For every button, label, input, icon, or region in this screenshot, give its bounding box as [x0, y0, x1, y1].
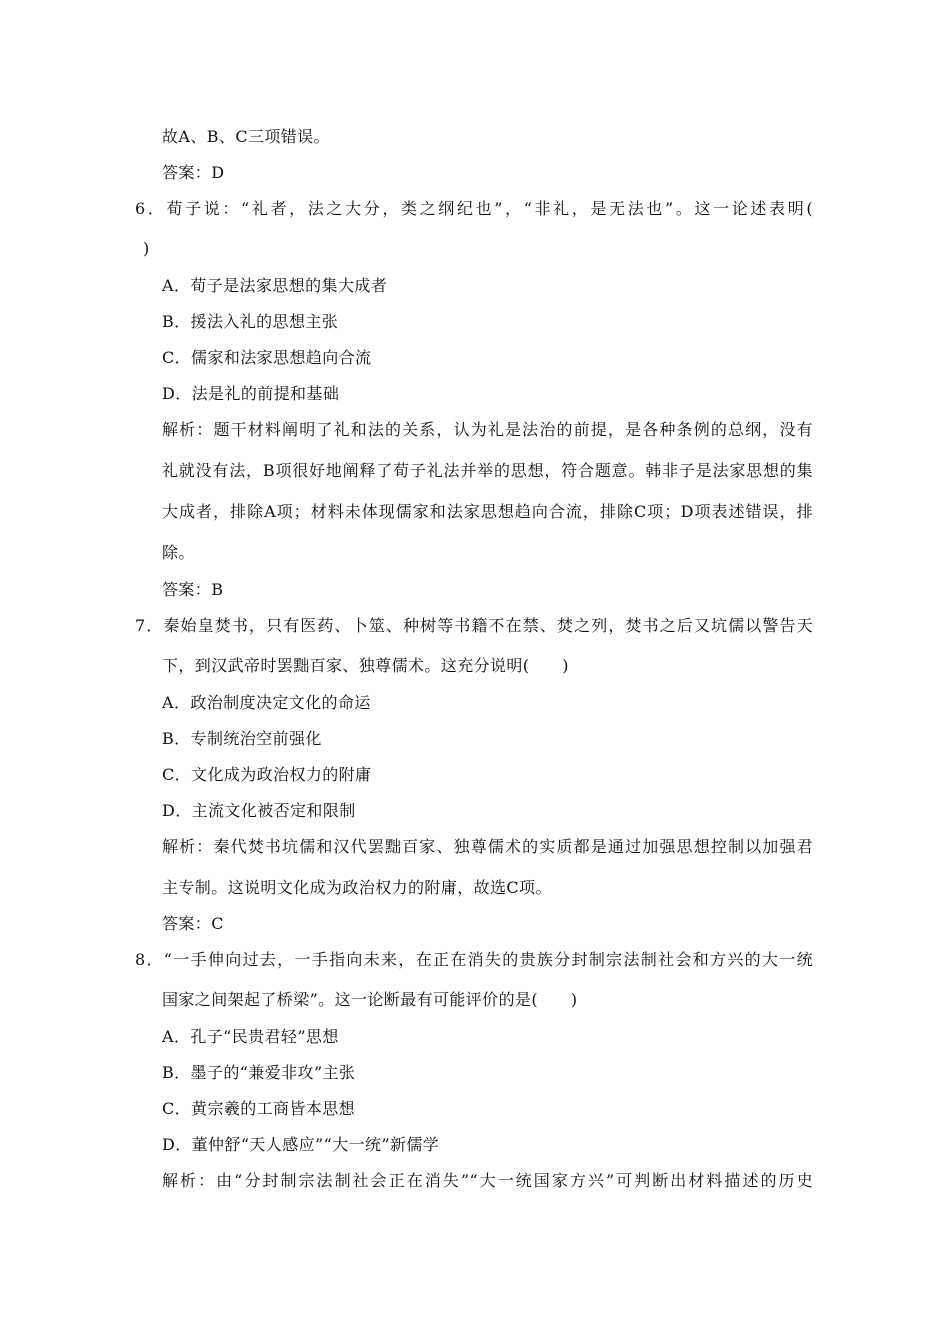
- q6-stem-line-1: 6．荀子说：“礼者，法之大分，类之纲纪也”，“非礼，是无法也”。这一论述表明(: [135, 199, 813, 218]
- q7-analysis-line-2: 主专制。这说明文化成为政治权力的附庸，故选C项。: [162, 878, 552, 897]
- q8-stem-line-1: 8．“一手伸向过去，一手指向未来，在正在消失的贵族分封制宗法制社会和方兴的大一统: [135, 950, 813, 969]
- q8-option-a: A．孔子“民贵君轻”思想: [162, 1027, 339, 1046]
- q6-analysis-line-4: 除。: [162, 543, 195, 562]
- q8-option-c: C．黄宗羲的工商皆本思想: [162, 1099, 356, 1118]
- q6-option-b: B．援法入礼的思想主张: [162, 312, 339, 331]
- q8-option-d: D．董仲舒“天人感应”“大一统”新儒学: [162, 1135, 440, 1154]
- q6-analysis-line-2: 礼就没有法，B项很好地阐释了荀子礼法并举的思想，符合题意。韩非子是法家思想的集: [162, 461, 813, 480]
- q7-stem-line-1: 7．秦始皇焚书，只有医药、卜筮、种树等书籍不在禁、焚之列，焚书之后又坑儒以警告天: [135, 616, 813, 635]
- q6-answer: 答案：B: [162, 580, 224, 599]
- q8-stem-line-2: 国家之间架起了桥梁”。这一论断最有可能评价的是( ): [162, 990, 578, 1009]
- q8-analysis-line-1: 解析：由“分封制宗法制社会正在消失”“大一统国家方兴”可判断出材料描述的历史: [162, 1171, 813, 1190]
- prev-explanation-tail: 故A、B、C三项错误。: [162, 127, 330, 146]
- q6-analysis-line-3: 大成者，排除A项；材料未体现儒家和法家思想趋向合流，排除C项；D项表述错误，排: [162, 502, 813, 521]
- q6-analysis-line-1: 解析：题干材料阐明了礼和法的关系，认为礼是法治的前提，是各种条例的总纲，没有: [162, 420, 813, 439]
- q6-option-a: A．荀子是法家思想的集大成者: [162, 276, 388, 295]
- q7-option-c: C．文化成为政治权力的附庸: [162, 765, 372, 784]
- q7-analysis-line-1: 解析：秦代焚书坑儒和汉代罢黜百家、独尊儒术的实质都是通过加强思想控制以加强君: [162, 837, 813, 856]
- q7-option-a: A．政治制度决定文化的命运: [162, 693, 371, 712]
- q8-option-b: B．墨子的“兼爱非攻”主张: [162, 1063, 356, 1082]
- q7-stem-line-2: 下，到汉武帝时罢黜百家、独尊儒术。这充分说明( ): [162, 656, 569, 675]
- q6-option-d: D．法是礼的前提和基础: [162, 384, 340, 403]
- q7-option-d: D．主流文化被否定和限制: [162, 801, 356, 820]
- prev-answer: 答案：D: [162, 163, 225, 182]
- q6-stem-line-2: ): [143, 239, 150, 258]
- q7-option-b: B．专制统治空前强化: [162, 729, 322, 748]
- q6-option-c: C．儒家和法家思想趋向合流: [162, 348, 372, 367]
- q7-answer: 答案：C: [162, 914, 224, 933]
